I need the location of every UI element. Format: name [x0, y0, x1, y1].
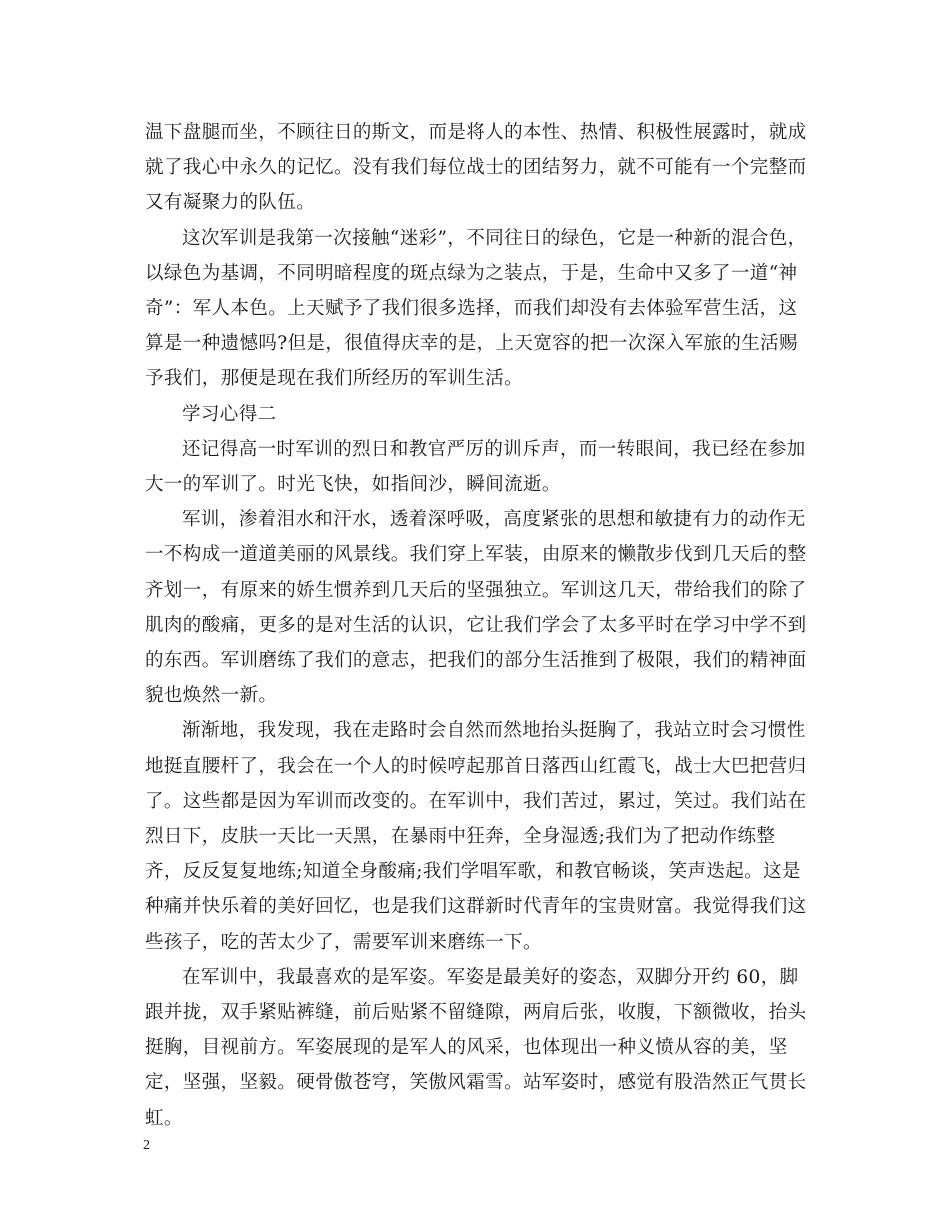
- body-text: [145, 115, 807, 1136]
- paragraph-4: 军训，渗着泪水和汗水，透着深呼吸，高度紧张的思想和敏捷有力的动作无一不构成一道道美丽的风景线。我们穿上军装，由原来的懒散步伐到几天后的整齐划一，有原来的娇生惯养到几天后的坚强独立。军训这几天，带给我们的除了肌肉的酸痛，更多的是对生活的认识，它让我们学会了太多平时在学习中学不到的东西。军训磨练了我们的意志，把我们的部分生活推到了极限，我们的精神面貌也焕然一新。: [145, 509, 807, 707]
- paragraph-2: 这次军训是我第一次接触“迷彩”，不同往日的绿色，它是一种新的混合色，以绿色为基调，不同明暗程度的斑点绿为之装点，于是，生命中又多了一道“神奇”：军人本色。上天赋予了我们很多选择，而我们却没有去体验军营生活，这算是一种遗憾吗?但是，很值得庆幸的是，上天宽容的把一次深入军旅的生活赐予我们，那便是现在我们所经历的军训生活。: [145, 227, 807, 390]
- section-heading: 学习心得二: [182, 403, 277, 425]
- paragraph-3: 还记得高一时军训的烈日和教官严厉的训斥声，而一转眼间，我已经在参加大一的军训了。时光飞快，如指间沙，瞬间流逝。: [145, 438, 806, 496]
- paragraph-1: 温下盘腿而坐，不顾往日的斯文，而是将人的本性、热情、积极性展露时，就成就了我心中永久的记忆。没有我们每位战士的团结努力，就不可能有一个完整而又有凝聚力的队伍。: [145, 122, 807, 214]
- page-number: 2: [143, 1138, 150, 1153]
- paragraph-6: 在军训中，我最喜欢的是军姿。军姿是最美好的姿态，双脚分开约 60，脚跟并拢，双手紧贴裤缝，前后贴紧不留缝隙，两肩后张，收腹，下额微收，抬头挺胸，目视前方。军姿展现的是军人的风采，也体现出一种义愤从容的美，坚定，坚强，坚毅。硬骨傲苍穹，笑傲风霜雪。站军姿时，感觉有股浩然正气贯长虹。: [145, 966, 807, 1129]
- paragraph-5: 渐渐地，我发现，我在走路时会自然而然地抬头挺胸了，我站立时会习惯性地挺直腰杆了，我会在一个人的时候哼起那首日落西山红霞飞，战士大巴把营归了。这些都是因为军训而改变的。在军训中，我们苦过，累过，笑过。我们站在烈日下，皮肤一天比一天黑，在暴雨中狂奔，全身湿透;我们为了把动作练整齐，反反复复地练;知道全身酸痛;我们学唱军歌，和教官畅谈，笑声迭起。这是种痛并快乐着的美好回忆，也是我们这群新时代青年的宝贵财富。我觉得我们这些孩子，吃的苦太少了，需要军训来磨练一下。: [145, 720, 807, 953]
